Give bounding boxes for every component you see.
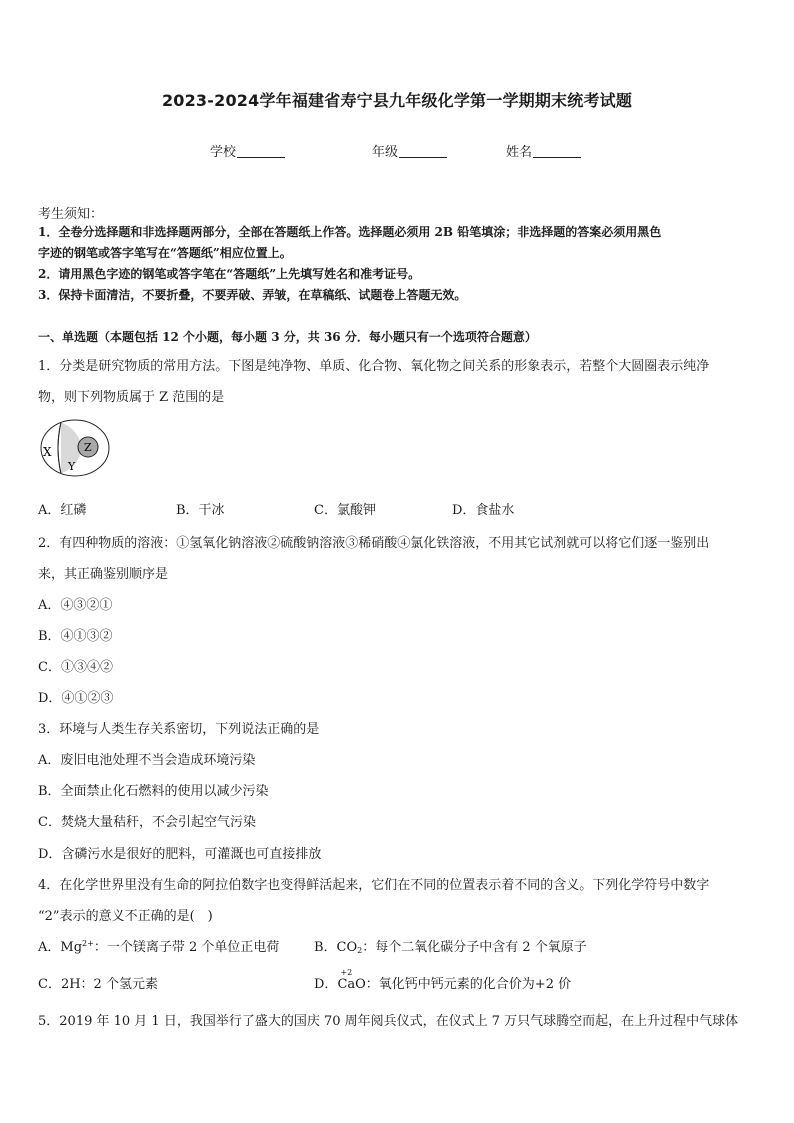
notice-line-4: 3．保持卡面清洁，不要折叠，不要弄破、弄皱，在草稿纸、试题卷上答题无效。 — [38, 288, 467, 302]
q3-option-b: B．全面禁止化石燃料的使用以减少污染 — [38, 784, 269, 799]
q4-option-c: C．2H：2 个氢元素 — [38, 977, 158, 992]
name-field — [506, 141, 581, 160]
q3-option-d: D．含磷污水是很好的肥料，可灌溉也可直接排放 — [38, 847, 322, 862]
q4-b-text: ：每个二氧化碳分子中含有 2 个氧原子 — [362, 940, 587, 955]
q4-d-formula-group — [337, 968, 366, 992]
q4-option-d — [314, 968, 572, 992]
q2-option-a: A．④③②① — [38, 598, 113, 613]
q4-option-a — [38, 936, 279, 955]
q4-a-charge: 2+ — [82, 939, 94, 948]
q1-option-b: B．干冰 — [176, 503, 225, 518]
q5-text-1: 5．2019 年 10 月 1 日，我国举行了盛大的国庆 70 周年阅兵仪式，在仪式上 7 万只气球腾空而起，在上升过程中气球体 — [38, 1014, 739, 1029]
q1-option-a: A．红磷 — [38, 503, 87, 518]
q4-a-text: ：一个镁离子带 2 个单位正电荷 — [93, 940, 280, 955]
q3-text: 3．环境与人类生存关系密切，下列说法正确的是 — [38, 722, 320, 737]
grade-field — [372, 141, 447, 160]
q4-d-prefix: D． — [314, 977, 338, 992]
q2-text-1: 2．有四种物质的溶液：①氢氧化钠溶液②硫酸钠溶液③稀硝酸④氯化铁溶液，不用其它试剂就可以将它们逐一鉴别出 — [38, 536, 710, 551]
q2-option-c: C．①③④② — [38, 660, 113, 675]
school-label: 学校 — [210, 145, 237, 160]
q4-d-text: ：氧化钙中钙元素的化合价为+2 价 — [365, 977, 572, 992]
label-y: Y — [68, 460, 76, 473]
q4-d-formula: CaO — [337, 977, 366, 992]
q1-text-2: 物，则下列物质属于 Z 范围的是 — [38, 390, 225, 405]
grade-label: 年级 — [372, 145, 399, 160]
notice-heading: 考生须知： — [38, 207, 104, 222]
q4-b-subscript: 2 — [357, 946, 363, 955]
label-x: X — [43, 445, 52, 459]
notice-line-2: 字迹的钢笔或答字笔写在“答题纸”相应位置上。 — [38, 246, 292, 260]
q2-option-b: B．④①③② — [38, 629, 113, 644]
q1-text-1: 1．分类是研究物质的常用方法。下图是纯净物、单质、化合物、氧化物之间关系的形象表示，若整个大圆圈表示纯净 — [38, 359, 710, 374]
notice-line-1: 1．全卷分选择题和非选择题两部分，全部在答题纸上作答。选择题必须用 2B 铅笔填涂；非选择题的答案必须用黑色 — [38, 225, 662, 239]
q3-option-a: A．废旧电池处理不当会造成环境污染 — [38, 753, 256, 768]
q2-text-2: 来，其正确鉴别顺序是 — [38, 567, 169, 582]
q2-option-d: D．④①②③ — [38, 691, 114, 706]
school-field — [210, 141, 285, 160]
q4-a-prefix: A．Mg — [38, 940, 83, 955]
section-heading: 一、单选题（本题包括 12 个小题，每小题 3 分，共 36 分．每小题只有一个选项符合题意） — [38, 330, 537, 344]
name-blank — [533, 144, 581, 158]
q4-text-2: “2”表示的意义不正确的是( ) — [38, 909, 213, 924]
q4-option-b — [314, 936, 587, 955]
school-blank — [237, 144, 285, 158]
notice-line-3: 2．请用黑色字迹的钢笔或答字笔在“答题纸”上先填写姓名和准考证号。 — [38, 267, 421, 281]
q4-text-1: 4．在化学世界里没有生命的阿拉伯数字也变得鲜活起来，它们在不同的位置表示着不同的含义。下列化学符号中数字 — [38, 878, 710, 893]
q1-option-c: C．氯酸钾 — [314, 503, 376, 518]
label-z: Z — [84, 441, 92, 454]
q4-b-prefix: B．CO — [314, 940, 358, 955]
venn-diagram — [39, 418, 113, 478]
q1-option-d: D．食盐水 — [452, 503, 515, 518]
grade-blank — [399, 144, 447, 158]
q3-option-c: C．焚烧大量秸秆，不会引起空气污染 — [38, 815, 256, 830]
page-title: 2023-2024学年福建省寿宁县九年级化学第一学期期末统考试题 — [161, 91, 633, 110]
name-label: 姓名 — [506, 145, 533, 160]
q4-d-valence: +2 — [340, 968, 353, 977]
